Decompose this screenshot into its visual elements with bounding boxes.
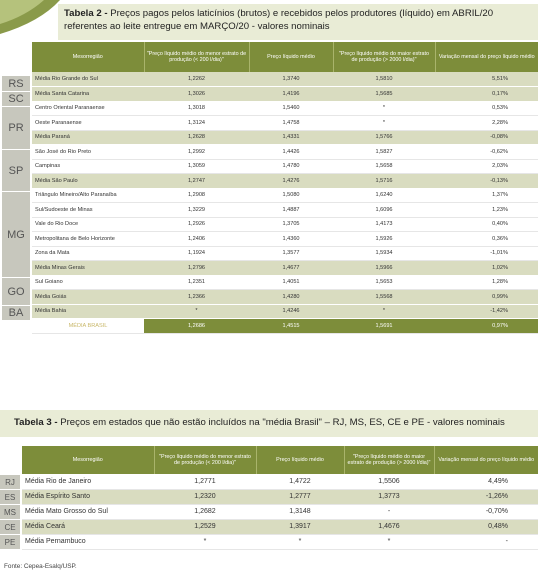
large-price: 1,6096 (333, 203, 435, 218)
small-price: 1,2406 (144, 232, 249, 247)
avg-price: 1,4331 (249, 130, 333, 145)
large-price: 1,5658 (333, 159, 435, 174)
table-row (32, 232, 538, 247)
table-row (32, 304, 538, 319)
row-name: Média Bahia (32, 304, 144, 319)
large-price: - (344, 504, 434, 519)
avg-price: 1,4426 (249, 145, 333, 160)
avg-price: 1,4196 (249, 87, 333, 102)
row-name: Média Paraná (32, 130, 144, 145)
row-name: Sul/Sudoeste de Minas (32, 203, 144, 218)
column-header-monthly-variation: Variação mensal do preço líquido médio (435, 42, 538, 72)
large-price: 1,5827 (333, 145, 435, 160)
small-price: 1,2992 (144, 145, 249, 160)
region-label-go: GO (2, 278, 30, 306)
variation: 0,53% (435, 101, 538, 116)
large-price: 1,5966 (333, 261, 435, 276)
small-price: 1,2908 (144, 188, 249, 203)
table-row (32, 101, 538, 116)
small-price: 1,3059 (144, 159, 249, 174)
avg-price: * (256, 534, 344, 549)
table-row (32, 290, 538, 305)
column-header-mesorregiao: Mesorregião (32, 42, 144, 72)
avg-price: 1,4515 (249, 319, 333, 334)
table3-header-row (22, 446, 538, 474)
row-name: Média Rio de Janeiro (22, 474, 154, 489)
large-price: 1,4173 (333, 217, 435, 232)
decorative-corner-graphic (0, 0, 60, 36)
row-name: Média Espírito Santo (22, 489, 154, 504)
variation: -0,70% (434, 504, 538, 519)
large-price: 1,5934 (333, 246, 435, 261)
row-name: Oeste Paranaense (32, 116, 144, 131)
row-name: Metropolitana de Belo Horizonte (32, 232, 144, 247)
table-row (32, 87, 538, 102)
column-header-large-producer: "Preço líquido médio do maior estrato de produção (> 2000 l/dia)" (344, 446, 434, 474)
table-row (32, 116, 538, 131)
table3-title-text: Preços em estados que não estão incluídos na "média Brasil" – RJ, MS, ES, CE e PE - valores nominais (57, 417, 505, 428)
row-name: Zona da Mata (32, 246, 144, 261)
large-price: 1,5716 (333, 174, 435, 189)
small-price: 1,2926 (144, 217, 249, 232)
table-row (22, 519, 538, 534)
region-label-sc: SC (2, 92, 30, 107)
table-row (22, 504, 538, 519)
large-price: 1,5810 (333, 72, 435, 87)
row-name: Média Goiás (32, 290, 144, 305)
row-name: Sul Goiano (32, 275, 144, 290)
column-header-average: Preço líquido médio (249, 42, 333, 72)
small-price: 1,2682 (154, 504, 256, 519)
row-name: Média Ceará (22, 519, 154, 534)
large-price: * (333, 116, 435, 131)
small-price: 1,2320 (154, 489, 256, 504)
avg-price: 1,3148 (256, 504, 344, 519)
small-price: 1,2747 (144, 174, 249, 189)
avg-price: 1,3705 (249, 217, 333, 232)
region-label-rs: RS (2, 76, 30, 92)
small-price: 1,3124 (144, 116, 249, 131)
region-label-rj: RJ (0, 475, 20, 490)
small-price: 1,2796 (144, 261, 249, 276)
table2-header-row (32, 42, 538, 72)
avg-price: 1,4722 (256, 474, 344, 489)
variation: 0,97% (435, 319, 538, 334)
region-label-sp: SP (2, 150, 30, 192)
row-name: Média Santa Catarina (32, 87, 144, 102)
row-name: Triângulo Mineiro/Alto Paranaíba (32, 188, 144, 203)
avg-price: 1,3917 (256, 519, 344, 534)
column-header-average: Preço líquido médio (256, 446, 344, 474)
avg-price: 1,4780 (249, 159, 333, 174)
avg-price: 1,3577 (249, 246, 333, 261)
large-price: 1,4676 (344, 519, 434, 534)
region-label-pr: PR (2, 107, 30, 150)
variation: 0,40% (435, 217, 538, 232)
row-name: Média São Paulo (32, 174, 144, 189)
row-name: São José do Rio Preto (32, 145, 144, 160)
variation: -1,42% (435, 304, 538, 319)
large-price: 1,5691 (333, 319, 435, 334)
large-price: 1,6240 (333, 188, 435, 203)
table-row (32, 159, 538, 174)
table3-title (0, 410, 538, 437)
variation: -0,08% (435, 130, 538, 145)
large-price: * (344, 534, 434, 549)
avg-price: 1,5460 (249, 101, 333, 116)
row-name: Vale do Rio Doce (32, 217, 144, 232)
large-price: 1,5568 (333, 290, 435, 305)
large-price: 1,5766 (333, 130, 435, 145)
variation: 2,03% (435, 159, 538, 174)
avg-price: 1,4276 (249, 174, 333, 189)
variation: 0,17% (435, 87, 538, 102)
row-name: Campinas (32, 159, 144, 174)
small-price: 1,2686 (144, 319, 249, 334)
avg-price: 1,4360 (249, 232, 333, 247)
table2 (32, 42, 538, 334)
small-price: 1,2351 (144, 275, 249, 290)
variation: 4,49% (434, 474, 538, 489)
large-price: 1,3773 (344, 489, 434, 504)
small-price: * (154, 534, 256, 549)
avg-price: 1,4280 (249, 290, 333, 305)
table3 (22, 446, 538, 550)
small-price: 1,2262 (144, 72, 249, 87)
avg-price: 1,5080 (249, 188, 333, 203)
table-row (32, 174, 538, 189)
source-note: Fonte: Cepea-Esalq/USP. (4, 563, 77, 570)
small-price: 1,3026 (144, 87, 249, 102)
table-row (32, 261, 538, 276)
column-header-small-producer: "Preço líquido médio do menor estrato de produção (< 200 l/dia)" (154, 446, 256, 474)
small-price: 1,2529 (154, 519, 256, 534)
variation: 1,23% (435, 203, 538, 218)
large-price: * (333, 101, 435, 116)
column-header-large-producer: "Preço líquido médio do maior estrato de produção (> 2000 l/dia)" (333, 42, 435, 72)
large-price: 1,5926 (333, 232, 435, 247)
avg-price: 1,4887 (249, 203, 333, 218)
region-label-pe: PE (0, 535, 20, 550)
row-name: Média Minas Gerais (32, 261, 144, 276)
variation: 0,99% (435, 290, 538, 305)
region-label-mg: MG (2, 192, 30, 278)
avg-price: 1,4051 (249, 275, 333, 290)
large-price: 1,5685 (333, 87, 435, 102)
table-row-brasil (32, 319, 538, 334)
table-row (32, 203, 538, 218)
column-header-small-producer: "Preço líquido médio do menor estrato de produção (< 200 l/dia)" (144, 42, 249, 72)
variation: - (434, 534, 538, 549)
table-row (32, 246, 538, 261)
column-header-monthly-variation: Variação mensal do preço líquido médio (434, 446, 538, 474)
table-row (32, 188, 538, 203)
small-price: 1,3018 (144, 101, 249, 116)
table-row (32, 145, 538, 160)
large-price: * (333, 304, 435, 319)
table2-title-text: Preços pagos pelos laticínios (brutos) e recebidos pelos produtores (líquido) em ABRIL/20 referentes ao leite entregue em MARÇO/20 - valores nominais (64, 8, 494, 32)
avg-price: 1,4758 (249, 116, 333, 131)
table-row (22, 534, 538, 549)
large-price: 1,5506 (344, 474, 434, 489)
variation: 5,51% (435, 72, 538, 87)
variation: -1,01% (435, 246, 538, 261)
small-price: 1,2628 (144, 130, 249, 145)
table-row (22, 474, 538, 489)
table-row (22, 489, 538, 504)
variation: 1,02% (435, 261, 538, 276)
variation: -0,62% (435, 145, 538, 160)
table-row (32, 275, 538, 290)
variation: 1,37% (435, 188, 538, 203)
avg-price: 1,3740 (249, 72, 333, 87)
small-price: 1,1924 (144, 246, 249, 261)
variation: 0,36% (435, 232, 538, 247)
variation: 2,28% (435, 116, 538, 131)
variation: 1,28% (435, 275, 538, 290)
avg-price: 1,4677 (249, 261, 333, 276)
variation: 0,48% (434, 519, 538, 534)
table2-title (58, 4, 538, 40)
region-label-ba: BA (2, 306, 30, 321)
small-price: 1,3229 (144, 203, 249, 218)
region-label-es: ES (0, 490, 20, 505)
large-price: 1,5653 (333, 275, 435, 290)
row-name: Média Mato Grosso do Sul (22, 504, 154, 519)
row-name: MÉDIA BRASIL (32, 319, 144, 334)
region-label-ce: CE (0, 520, 20, 535)
small-price: * (144, 304, 249, 319)
variation: -0,13% (435, 174, 538, 189)
table3-title-label: Tabela 3 - (14, 417, 58, 428)
table-row (32, 217, 538, 232)
table2-title-label: Tabela 2 - (64, 8, 108, 19)
variation: -1,26% (434, 489, 538, 504)
row-name: Média Rio Grande do Sul (32, 72, 144, 87)
table-row (32, 72, 538, 87)
avg-price: 1,2777 (256, 489, 344, 504)
small-price: 1,2771 (154, 474, 256, 489)
row-name: Média Pernambuco (22, 534, 154, 549)
column-header-mesorregiao: Mesorregião (22, 446, 154, 474)
table-row (32, 130, 538, 145)
region-label-ms: MS (0, 505, 20, 520)
row-name: Centro Oriental Paranaense (32, 101, 144, 116)
small-price: 1,2366 (144, 290, 249, 305)
avg-price: 1,4246 (249, 304, 333, 319)
